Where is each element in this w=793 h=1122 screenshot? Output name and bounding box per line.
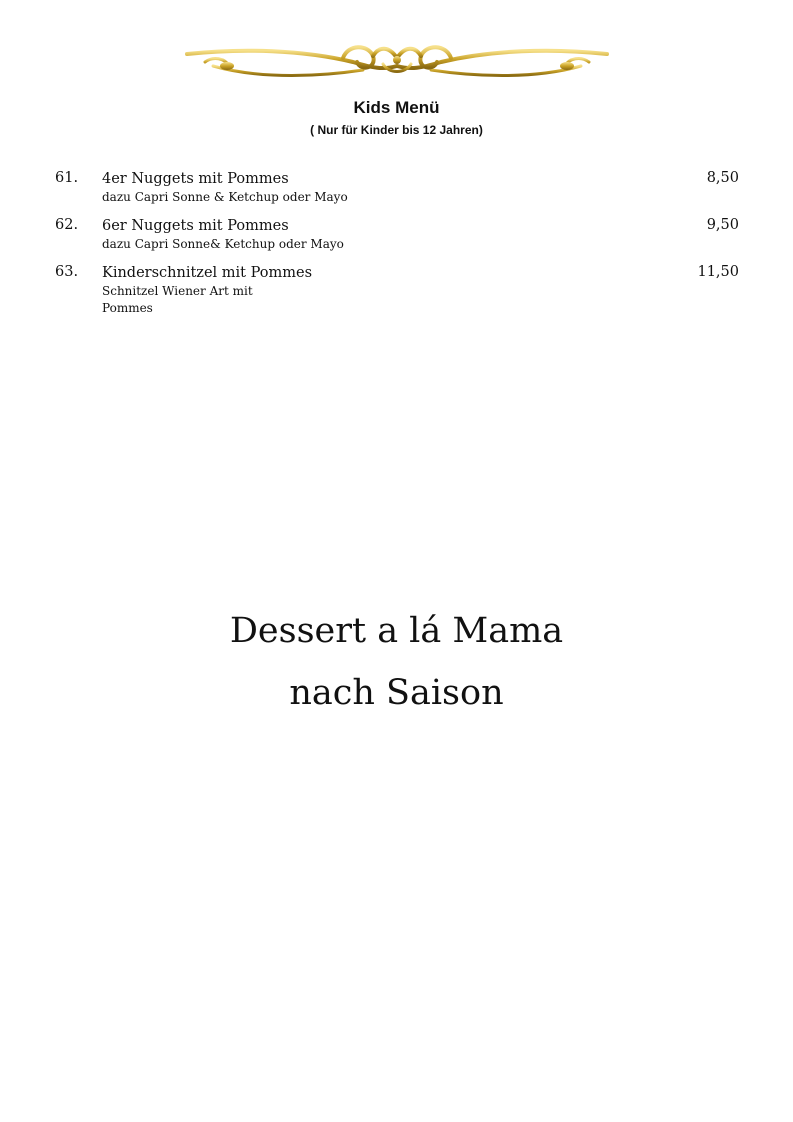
menu-item-name: 6er Nuggets mit Pommes bbox=[102, 218, 289, 234]
dessert-line-1: Dessert a lá Mama bbox=[229, 611, 564, 651]
menu-item-price: 11,50 bbox=[697, 264, 739, 280]
menu-item-name: 4er Nuggets mit Pommes bbox=[102, 171, 289, 187]
menu-item-price: 8,50 bbox=[706, 170, 739, 186]
menu-item-number: 63. bbox=[55, 264, 79, 280]
menu-item-description: dazu Capri Sonne & Ketchup oder Mayo bbox=[102, 190, 348, 204]
menu-item-name: Kinderschnitzel mit Pommes bbox=[102, 265, 313, 281]
dessert-heading bbox=[0, 600, 793, 724]
menu-item-description: Schnitzel Wiener Art mit Pommes bbox=[102, 284, 253, 315]
menu-section-title: Kids Menü bbox=[353, 98, 440, 117]
dessert-line-2: nach Saison bbox=[289, 673, 504, 713]
menu-item-description: dazu Capri Sonne& Ketchup oder Mayo bbox=[102, 237, 344, 251]
menu-item-price: 9,50 bbox=[706, 217, 739, 233]
menu-item-number: 61. bbox=[55, 170, 79, 186]
menu-item-list bbox=[55, 170, 739, 328]
menu-item bbox=[55, 264, 739, 317]
gold-ornament-icon bbox=[183, 40, 611, 88]
menu-section-subtitle: ( Nur für Kinder bis 12 Jahren) bbox=[310, 123, 483, 137]
menu-item bbox=[55, 170, 739, 206]
menu-item-number: 62. bbox=[55, 217, 79, 233]
menu-item bbox=[55, 217, 739, 253]
